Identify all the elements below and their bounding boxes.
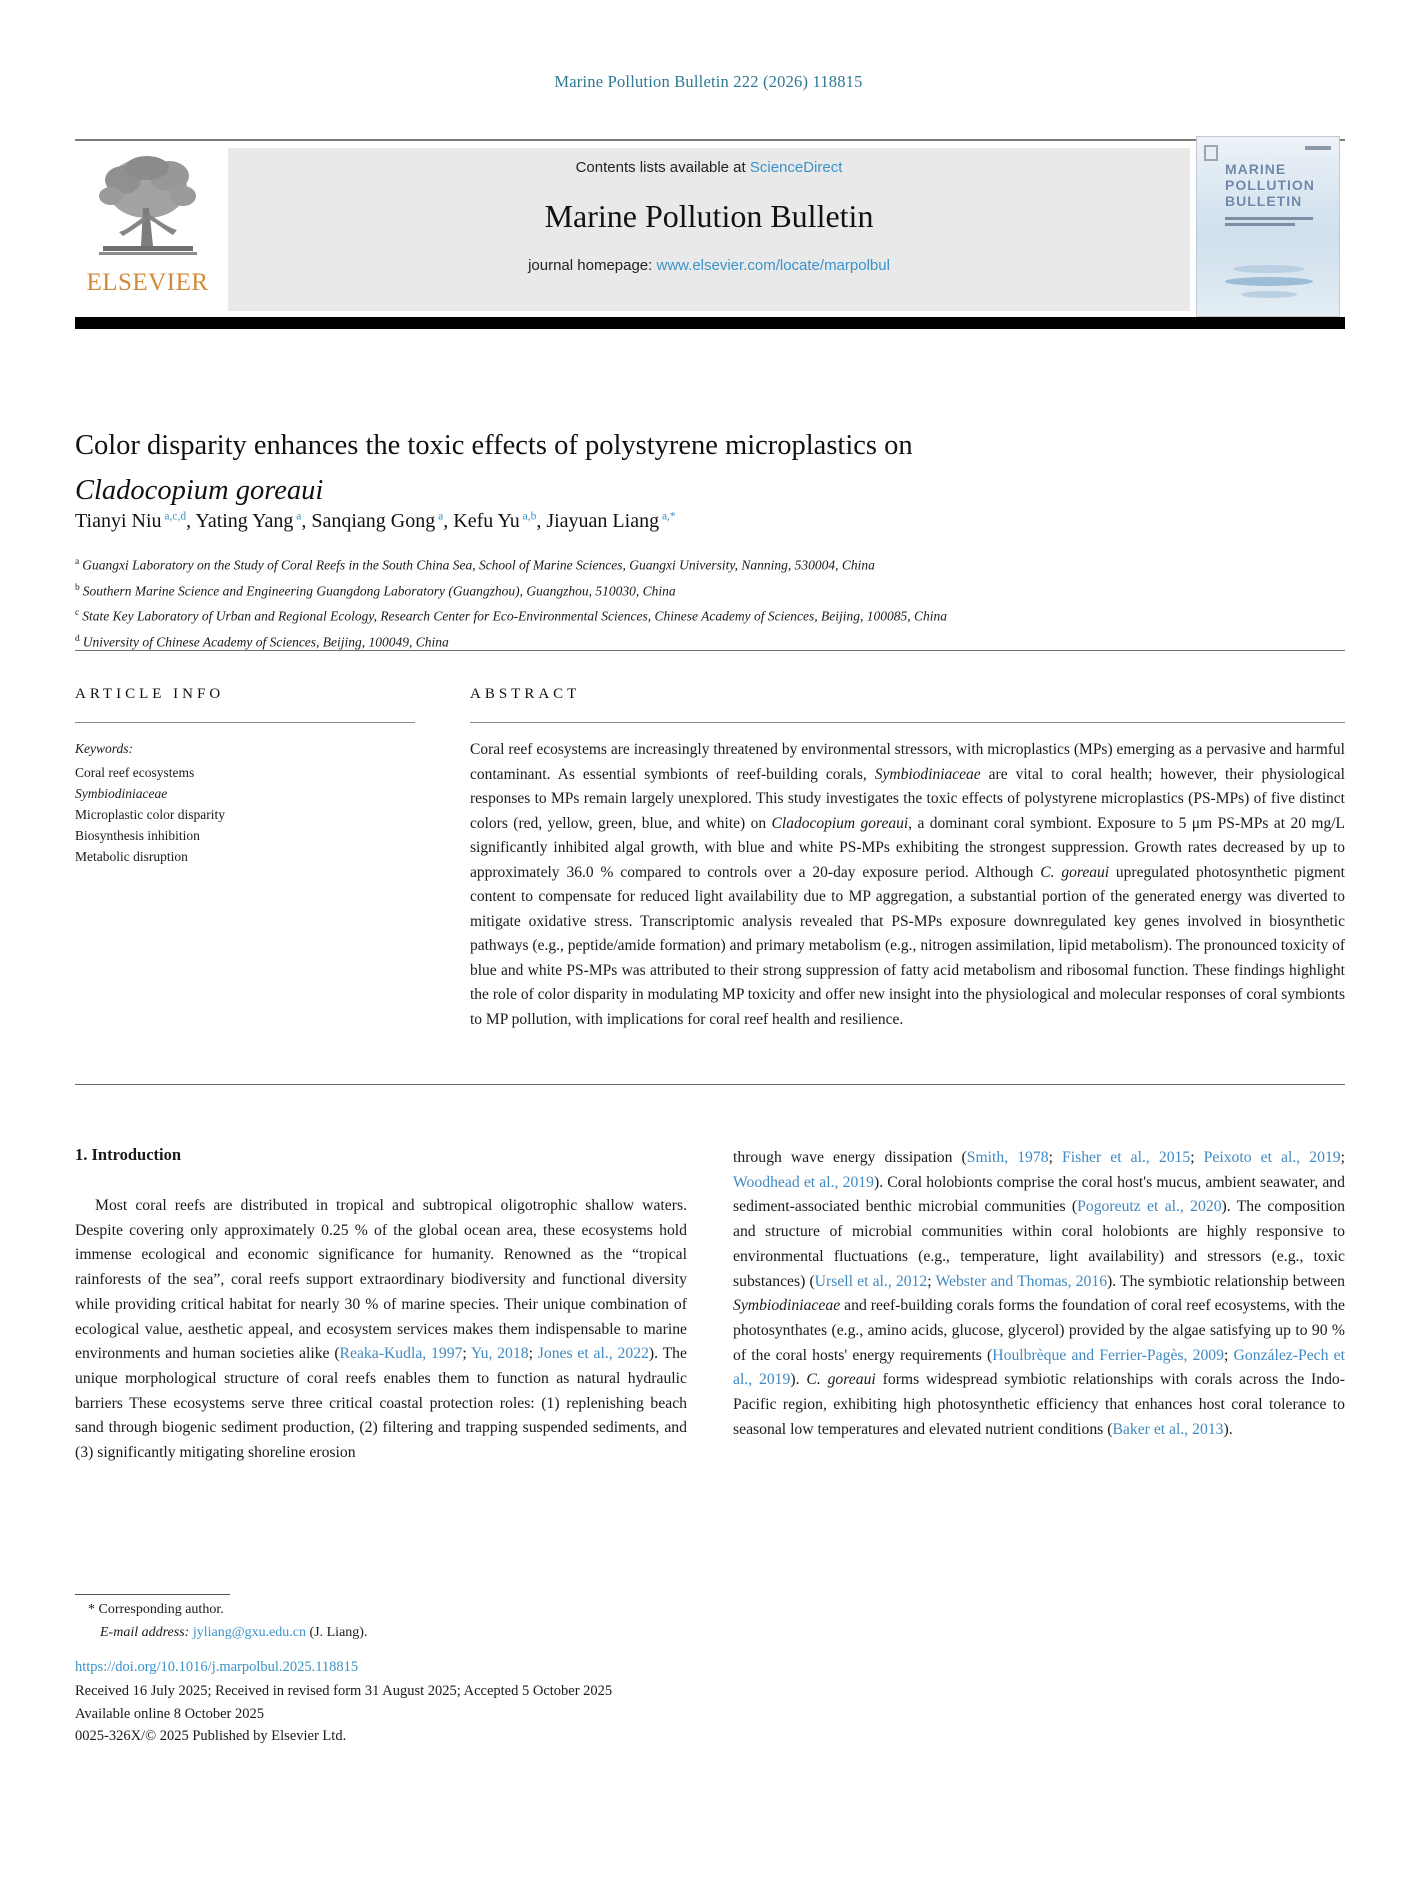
body-text: ). Coral holobionts comprise the coral host's mucus, ambient seawater, and sediment-associated benthic microbial communities ( xyxy=(733,1173,1345,1216)
contents-line xyxy=(228,159,1190,176)
email-line xyxy=(100,1625,367,1641)
author-name: Jiayuan Liang $^{a,*}$ xyxy=(546,510,676,532)
header-divider xyxy=(75,139,1345,141)
author-separator: , xyxy=(443,510,454,532)
corresponding-author-note: * Corresponding author. xyxy=(88,1602,224,1617)
italic-term: Cladocopium goreaui xyxy=(771,814,909,832)
body-text: through wave energy dissipation ( xyxy=(733,1149,967,1166)
body-text: ; xyxy=(1048,1149,1062,1166)
affiliation-list xyxy=(75,551,1315,653)
citation-link[interactable]: Pogoreutz et al., 2020 xyxy=(1077,1198,1222,1216)
cover-issn-text xyxy=(1305,146,1331,150)
body-text: ; xyxy=(927,1272,936,1290)
affiliation-text: Southern Marine Science and Engineering Guangdong Laboratory (Guangzhou), Guangzhou, 510030, China xyxy=(82,583,676,598)
cover-wave-shape xyxy=(1225,277,1313,286)
cover-wave-shape xyxy=(1233,265,1305,273)
abstract-heading: ABSTRACT xyxy=(470,686,581,702)
contents-prefix: Contents lists available at xyxy=(575,159,750,176)
abstract-rule xyxy=(470,722,1345,723)
body-text: ). xyxy=(790,1371,807,1389)
sciencedirect-link[interactable]: ScienceDirect xyxy=(749,159,843,176)
body-text: ). The symbiotic relationship between xyxy=(1107,1272,1345,1290)
cover-publisher-icon xyxy=(1204,145,1218,161)
affiliation-line xyxy=(75,551,1315,577)
author-name: Tianyi Niu $^{a,c,d}$ xyxy=(75,510,187,532)
elsevier-tree-icon xyxy=(89,249,207,266)
homepage-line xyxy=(228,257,1190,274)
author-name: Yating Yang $^a$ xyxy=(195,510,302,532)
article-info-rule xyxy=(75,722,415,723)
body-text: ; xyxy=(1190,1149,1204,1166)
footnote-rule xyxy=(75,1594,230,1595)
cover-wave-shape xyxy=(1241,291,1297,298)
keywords-list xyxy=(75,762,435,867)
body-text: Coral reef ecosystems are increasingly threatened by environmental stressors, with microplastics (MPs) emerging as a pervasive and harmful contaminant. As essential symbionts of reef-building corals, xyxy=(470,741,1345,783)
body-text: and reef-building corals forms the foundation of coral reef ecosystems, with the photosynthates (e.g., amino acids, glucose, glycerol) provided by the algae satisfying up to 90 % of the coral hosts' energy requirements ( xyxy=(733,1297,1345,1364)
abstract-text xyxy=(470,738,1345,1032)
email-label: E-mail address: xyxy=(100,1625,190,1640)
body-text: forms widespread symbiotic relationships with corals across the Indo-Pacific region, exhibiting high photosynthetic efficiency that enhances host coral tolerance to seasonal low temperatures and elevated nutrient conditions ( xyxy=(733,1371,1346,1438)
author-separator: , xyxy=(536,510,547,532)
citation-link[interactable]: Peixoto et al., 2019 xyxy=(1203,1149,1341,1166)
author-name: Sanqiang Gong $^a$ xyxy=(311,510,444,532)
citation-link[interactable]: Yu, 2018 xyxy=(471,1345,529,1363)
author-affiliation-sup: a xyxy=(435,510,444,523)
article-info-heading: ARTICLE INFO xyxy=(75,686,225,702)
received-dates-line: Received 16 July 2025; Received in revised form 31 August 2025; Accepted 5 October 2025 xyxy=(75,1683,613,1699)
intro-paragraph-left xyxy=(75,1194,687,1466)
citation-link[interactable]: Houlbrèque and Ferrier-Pagès, 2009 xyxy=(992,1346,1224,1364)
article-title xyxy=(75,423,1225,513)
body-text: ; xyxy=(528,1345,538,1363)
email-suffix: (J. Liang). xyxy=(306,1625,368,1640)
affiliation-line xyxy=(75,602,1315,628)
author-affiliation-sup: a xyxy=(293,510,302,523)
body-text: ). xyxy=(1223,1420,1233,1438)
affiliation-text: University of Chinese Academy of Sciences, Beijing, 100049, China xyxy=(82,634,449,649)
author-affiliation-sup: a,c,d xyxy=(161,510,187,523)
keyword-item: Metabolic disruption xyxy=(75,849,188,864)
italic-term: Symbiodiniaceae xyxy=(874,765,981,783)
journal-cover-thumbnail[interactable] xyxy=(1196,136,1340,317)
italic-term: Symbiodiniaceae xyxy=(733,1297,841,1315)
issn-copyright-line: 0025-326X/© 2025 Published by Elsevier Ltd. xyxy=(75,1728,347,1744)
italic-term: C. goreaui xyxy=(1040,863,1110,881)
journal-title: Marine Pollution Bulletin xyxy=(544,198,874,234)
citation-link[interactable]: Baker et al., 2013 xyxy=(1112,1420,1224,1438)
intro-right-column xyxy=(733,1146,1345,1442)
journal-homepage-link[interactable]: www.elsevier.com/locate/marpolbul xyxy=(656,257,890,274)
affiliation-sup: c xyxy=(75,608,80,618)
citation-link[interactable]: Woodhead et al., 2019 xyxy=(733,1173,874,1191)
body-text: ). The unique morphological structure of coral reefs enables them to function as natural hydraulic barriers These ecosystems serve three critical coastal protection roles: (1) replenishing beach sand through biogenic sediment production, (2) filtering and trapping suspended sediments, and (3) significantly mitigating shoreline erosion xyxy=(75,1345,687,1462)
affiliation-sup: d xyxy=(75,633,80,644)
affiliation-line xyxy=(75,577,1315,603)
keyword-item: Coral reef ecosystems xyxy=(75,765,195,780)
elsevier-logo[interactable] xyxy=(75,150,220,308)
available-online-line: Available online 8 October 2025 xyxy=(75,1706,264,1722)
doi-link[interactable]: https://doi.org/10.1016/j.marpolbul.2025.118815 xyxy=(75,1659,359,1675)
article-title-line1: Color disparity enhances the toxic effects of polystyrene microplastics on xyxy=(75,430,913,461)
affiliation-sup: b xyxy=(75,582,80,593)
author-affiliation-sup: a,* xyxy=(659,510,676,523)
section-top-rule xyxy=(75,650,1345,651)
masthead-divider-bar xyxy=(75,317,1345,329)
keyword-item: Biosynthesis inhibition xyxy=(75,828,200,843)
keyword-item: Symbiodiniaceae xyxy=(75,786,168,801)
journal-banner xyxy=(228,148,1190,311)
affiliation-sup: a xyxy=(75,557,80,567)
citation-link[interactable]: Fisher et al., 2015 xyxy=(1062,1149,1191,1166)
body-text: ). The composition and structure of microbial communities within coral holobionts are highly responsive to environmental fluctuations (e.g., temperature, light availability) and stressors (e.g., toxic substances) ( xyxy=(733,1198,1345,1290)
body-text: ; xyxy=(462,1345,472,1363)
author-name: Kefu Yu $^{a,b}$ xyxy=(453,510,537,532)
doi-line xyxy=(75,1659,358,1676)
affiliation-text: Guangxi Laboratory on the Study of Coral Reefs in the South China Sea, School of Marine Sciences, Guangxi University, Nanning, 530004, China xyxy=(82,557,875,573)
author-affiliation-sup: a,b xyxy=(519,510,537,523)
citation-link[interactable]: Ursell et al., 2012 xyxy=(814,1272,928,1290)
body-text: , a dominant coral symbiont. Exposure to 5 μm PS-MPs at 20 mg/L significantly inhibited algal growth, with blue and white PS-MPs exhibiting the strongest suppression. Growth rates decreased by up to approximately 36.0 % compared to controls over a 20-day exposure period. Although xyxy=(470,814,1345,881)
author-separator: , xyxy=(301,510,312,532)
citation-link[interactable]: Jones et al., 2022 xyxy=(537,1345,649,1363)
body-text: Most coral reefs are distributed in tropical and subtropical oligotrophic shallow waters. Despite covering only approximately 0.25 % of the global ocean area, these ecosystems hold immense ecological and economic significance for humanity. Renowned as the “tropical rainforests of the sea”, coral reefs support extraordinary biodiversity and functional diversity while providing critical habitat for nearly 30 % of marine species. Their unique combination of ecological value, aesthetic appeal, and ecosystem services makes them indispensable to marine environments and human societies alike ( xyxy=(75,1197,687,1363)
body-text: are vital to coral health; however, their physiological responses to MPs remain largely unexplored. This study investigates the toxic effects of polystyrene microplastics (PS-MPs) of five distinct colors (red, yellow, green, blue, and white) on xyxy=(470,765,1345,832)
body-text: upregulated photosynthetic pigment content to compensate for reduced light availability due to MP aggregation, a substantial portion of the generated energy was diverted to mitigate oxidative stress. Transcriptomic analysis revealed that PS-MPs exposure downregulated key genes involved in biosynthetic pathways (e.g., peptide/amide formation) and primary metabolism (e.g., nitrogen assimilation, lipid metabolism). The pronounced toxicity of blue and white PS-MPs was attributed to their strong suppression of fatty acid metabolism and ribosomal function. These findings highlight the role of color disparity in modulating MP toxicity and offer new insight into the physiological and molecular responses of coral symbionts to MP pollution, with implications for coral reef health and resilience. xyxy=(470,863,1345,1028)
keywords-label: Keywords: xyxy=(75,741,133,756)
article-title-line2-species: Cladocopium goreaui xyxy=(75,475,324,506)
citation-link[interactable]: González-Pech et al., 2019 xyxy=(733,1346,1345,1389)
cover-title: MARINE POLLUTION BULLETIN xyxy=(1225,161,1315,209)
cover-subtitle-bar xyxy=(1225,223,1295,226)
elsevier-wordmark: ELSEVIER xyxy=(86,269,209,296)
author-list xyxy=(75,510,1275,533)
citation-link[interactable]: Reaka-Kudla, 1997 xyxy=(339,1345,463,1363)
author-separator: , xyxy=(186,510,196,532)
abstract-bottom-rule xyxy=(75,1084,1345,1085)
citation-link[interactable]: Webster and Thomas, 2016 xyxy=(935,1272,1108,1290)
cover-subtitle-bar xyxy=(1225,217,1313,220)
introduction-heading: 1. Introduction xyxy=(75,1145,182,1164)
homepage-prefix: journal homepage: xyxy=(528,257,657,274)
body-text: ; xyxy=(1224,1346,1234,1364)
affiliation-text: State Key Laboratory of Urban and Regional Ecology, Research Center for Eco-Environmental Sciences, Chinese Academy of Sciences, Beijing, 100085, China xyxy=(82,608,948,624)
body-text: ; xyxy=(1340,1149,1345,1166)
intro-paragraph-right xyxy=(733,1146,1345,1442)
journal-reference-line: Marine Pollution Bulletin 222 (2026) 118815 xyxy=(554,72,863,91)
citation-link[interactable]: Smith, 1978 xyxy=(966,1149,1049,1166)
keyword-item: Microplastic color disparity xyxy=(75,807,225,822)
intro-left-column xyxy=(75,1194,687,1466)
email-link[interactable]: jyliang@gxu.edu.cn xyxy=(192,1625,307,1640)
italic-term: C. goreaui xyxy=(806,1371,876,1389)
